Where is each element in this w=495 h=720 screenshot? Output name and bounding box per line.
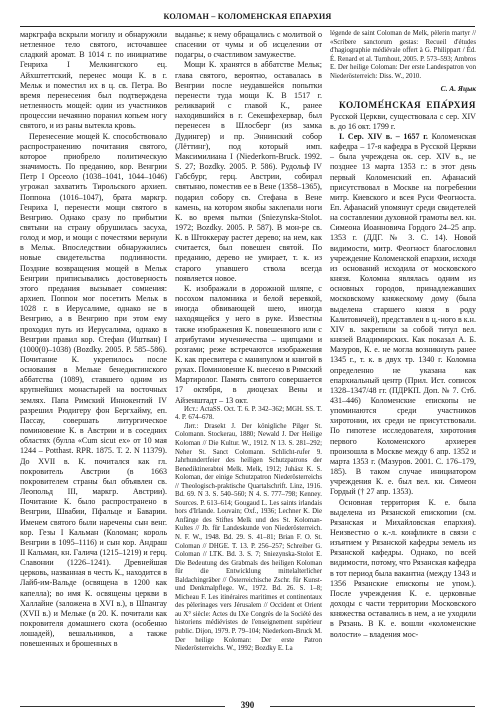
section-paragraph <box>330 132 476 498</box>
running-header: КОЛОМАН – КОЛОМЕНСКАЯ ЕПАРХИЯ <box>20 12 475 27</box>
paragraph: маркграфа вскрыли могилу и обнаружили нетленное тело святого, источавшее сладкий аромат. В 1014 г. по инициативе Генриха I Мелкингского ец. Айхштеттский, перенес мощи К. в г. Мельк и поместил их в ц. св. Петра. Во время перенесения был подтверждена нетленность мощей: один из участников процессии нечаянно поранил копьем ногу святого, и из раны вытекла кровь. <box>20 30 167 131</box>
section-label: I. Сер. XIV в. – 1657 г. <box>339 131 428 141</box>
middle-column <box>175 30 322 654</box>
page-footer <box>20 700 475 712</box>
paragraph: выданье; к нему обращались с молитвой о спасении от чумы и об исцелении от подагры, о счастливом замужестве. <box>175 30 322 60</box>
footer-rule-right <box>270 706 475 707</box>
footer-rule-left <box>20 706 225 707</box>
section-text: Коломенская кафедра – 17-я кафедра в Русской Церкви – была учреждена ок. сер. XIV в., не позднее 13 марта 1353 г.: в этот день первый Коломенский еп. Афанасий присутствовал в Москве на погребении митр. Киевского и всея Руси Феогноста. Еп. Афанасий упомянут среди свидетелей на составлении духовной грамоты вел. кн. Симеона Иоанновича Гордого 24–25 апр. 1353 г. (ДДГ. № 3. С. 14). Новой видимости, митр. Феогност благословил учреждение Коломенской епархии, исходя из оснований исходила от московского князя. Коломна являлась одним из основных городов, принадлежавших московскому княжескому дому (была выделена старшего князя в роду Калитовичей), представлен в ц.-ного в к.н. XIV в. закрепили за собой титул вел. князей Владимирских. Как показал А. Б. Мазуров, К. е. не могла возникнуть ранее 1345 г., т. к. в двух тр. 1340 г. Коломна определенно не указана как епархиальный центр (Прил. Ист. сописок 1328–1347/48 гг. (ПДРКП. Доп. № 7. Стб. 431–446) Коломенские епископы не упоминаются среди участников хиротонии, их среди не присутствовали. По гипотезе исследователя, хиротония первого Коломенского архиерея произошла в Москве между 6 апр. 1352 и марта 1353 г. (Мазуров. 2001. С. 176–179, 185). В таком случае инициатором учреждения К. е. был вел. кн. Симеон Гордый († 27 апр. 1353). <box>330 131 476 497</box>
entry-intro-paragraph <box>330 100 476 131</box>
paragraph: Мощи К. хранятся в аббатстве Мельк; глава святого, вероятно, оставалась в Венгрии после неудавшейся попытки перенести туда мощи К. В 1517 г. реликварий с главой К., ранее находившийся в г. Секешфехервар, был перенесен в Шлосберг (из замка Дудингер) и пр. Эннинский собор (Лёттинг), под который имп. Максимилиана I (Niederkorn-Bruck. 1992. S. 27; Bozdky. 2005. P. 586). Рудольф IV Габсбург, герц. Австрии, собирал святыню, поместив ее в Вене (1358–1365), подарил собору св. Стефана в Вене камень, на котором якобы заклепали ноги К. во время пытки (Sniezynska-Stolot. 1972; Bozdky. 2005. P. 587). В мон-ре св. К. в Штоккерау растет дерево; на нем, как считается, был повешен святой. По преданию, дерево не умирает, т. к. из старого упавшего ствола всегда появляется новое. <box>175 60 322 283</box>
paragraph: Основная территория К. е. была выделена из Рязанской епископии (см. Рязанская и Михайловская епархия). Неизвестно о к.-л. конфликте в связи с изъятием у Рязанской кафедры земель из Рязанской кафедры. Однако, по всей видимости, потому, что Рязанская кафедра в тот период была вакантна (между 1343 и 1356 Рязанские епископы не упом.). После учреждения К. е. церковные доходы с части территории Московского княжества оставались в нем, а не уходили в Рязань. В К. е. вошли «коломенские волости» – владения мос- <box>330 497 476 639</box>
left-column <box>20 30 167 650</box>
sources-note: Ист.: ActaSS. Oct. T. 6. P. 342–362; MGH. SS. T. 4. P. 674–678. <box>175 405 322 422</box>
paragraph: К. изображали в дорожной шляпе, с посохом паломника и белой веревкой, иногда обвивающей шею, иногда находящейся у него в руке. Известны также изображения К. повешенного или с атрибутами мученичества – щипцами и розгами; реже встречаются изображения К. как пресвитера с манипулом и книгой в руках. Поминовение К. внесено в Римский Мартиролог. Память святого совершается 17 октября, в диоцезах Вены и Айзенштадт – 13 окт. <box>175 283 322 405</box>
paragraph: Перенесение мощей К. способствовало распространению почитания святого, которое приобрело политическую значимость. По преданию, кор. Венгрии Петр I Орсеоло (1038–1041, 1044–1046) угрожал захватить Тирольского архиеп. Поппона (1016–1047), брата маркгр. Генриха I, перенести мощи святого в Венгрию. Однако сразу по прибытии святыни на страну обрушилась засуха, голод и мор, и мощи с почестями вернули в Мельк. Впоследствии обнаружились новые свидетельства подлинности. Поздние возвращения мощей в Мельк Бенгрии приписывались достоверность этого предания вызывает сомнения: архиеп. Поппон мог посетить Мельк в 1028 г. в Иерусалиме, однако не в Венгрию, а в Венгрию при этом ему проходил путь из Иерусалима, однако в Венгрии правил кор. Стефан (Иштван) I (1000(0)–1038) (Bozdky. 2005. P. 585–586). Почитание К. укрепилось после основания в Мельке бенедиктинского аббатства (1089), ставшего одним из крупнейших монастырей на восточных землях. Папа Римский Иннокентий IV разрешил Рюдигеру фон Бергхайму, еп. Пассау, совершать литургическое поминовение К. в Австрии и в соседних областях (булла «Cum sicut ex» от 10 мая 1244 – Potthast. RPR. 1875. Т. 2. N 11379). До XVII в. К. почитался как гл. покровитель Австрии (в 1663 покровителем страны был объявлен св. Леопольд III, маркгр. Австрии). Почитание К. было распространено в Венгрии, Швабии, Пфальце и Баварии. Именем святого были наречены сын венг. кор. Гезы I Кальман (Коломан; король Венгрии в 1095–1116) и сын кор. Андраш II Кальман, кн. Галича (1215–1219) и герц. Славонии (1226–1241). Древнейшая церковь, названная в честь К., находится в Лайб-им-Вальде (освящена в 1200 как капелла); во имя К. освящены церкви в Халлайне (заложена в XVI в.), в Шпангау (XVII в.) и Мельке (в 20. К. почитали как покровителя домашнего скота (особенно лошадей), вешальников, а также повешенных и брошенных в <box>20 131 167 649</box>
entry-intro: Русской Церкви, существовала с сер. XIV в. до 16 окт. 1799 г. <box>330 111 476 131</box>
literature-continuation: légende de saint Coloman de Melk, pèlerin martyr // «Scribere sanctorum gestas: Recueil d'études d'hagiographie médiévale offert à G. Philippart / Éd. É. Renard et al. Turnhout, 2005. P. 573–593; Ambros E. Der heilige Coloman: Der erste Landespatron von Niederösterreich: Diss. W., 2010. <box>330 30 476 80</box>
right-column <box>330 30 476 640</box>
author-signature: С. А. Яцык <box>440 84 476 94</box>
literature-list: Лит.: Drasekt J. Der königliche Pilger St. Colomann. Stockerau, 1880; Newald J. Der Heilige Koloman // Die Kultur. W., 1912. N 13. S. 281–292; Neher St. Sanct Colomann. Schlicht-rufer 9. Jahrhundertfeier des heiligen Schutzpatrons der Benediktinerabtei Melk. Melk, 1912; Juhász K. S. Koloman, der einige Schutzpatron Niederösterreichs // Theologisch-praktische Quartalschrift. Linz, 1916. Bd. 69. N 3. S. 540–560; N 4. S. 777–798; Kenney. Sources. P. 613–614; Gougaud L. Les saints irlandais hors d'Irlande. Louvain; Oxf., 1936; Lechner K. Die Anfänge des Stiftes Melk und des St. Koloman-Kultes // Jb. für Landeskunde von Niederösterreich. N. F. W., 1948. Bd. 29. S. 41–81; Brian F. O. St. Coloman // DHGE. T. 13. P. 256–257; Schreiber G. Coloman // LTK. Bd. 3. S. 7; Sniezynska-Stolot E. Die Bedeutung des Grabmals des heiligen Koloman für die Entwicklung mittelalterlicher Baldachingräber // Österreichische Zschr. für Kunst- und Denkmalpflege. W., 1972. Bd. 26. S. 1–8; Micheau F. Les itinéraires maritimes et continentaux des pèlerinages vers Jérusalem // Occident et Orient au X° siècle: Actes du IXe Congrès de la Société des historiens médiévistes de l'enseignement supérieur public. Dijon, 1979. P. 79–104; Niederkorn-Bruck M. Der heilige Koloman: Der erste Patron Niederösterreichs. W., 1992; Bozdky E. La <box>175 422 322 653</box>
entry-title: КОЛОМЕ́НСКАЯ ЕПА́РХИЯ <box>339 100 476 111</box>
page-number: 390 <box>240 700 255 710</box>
